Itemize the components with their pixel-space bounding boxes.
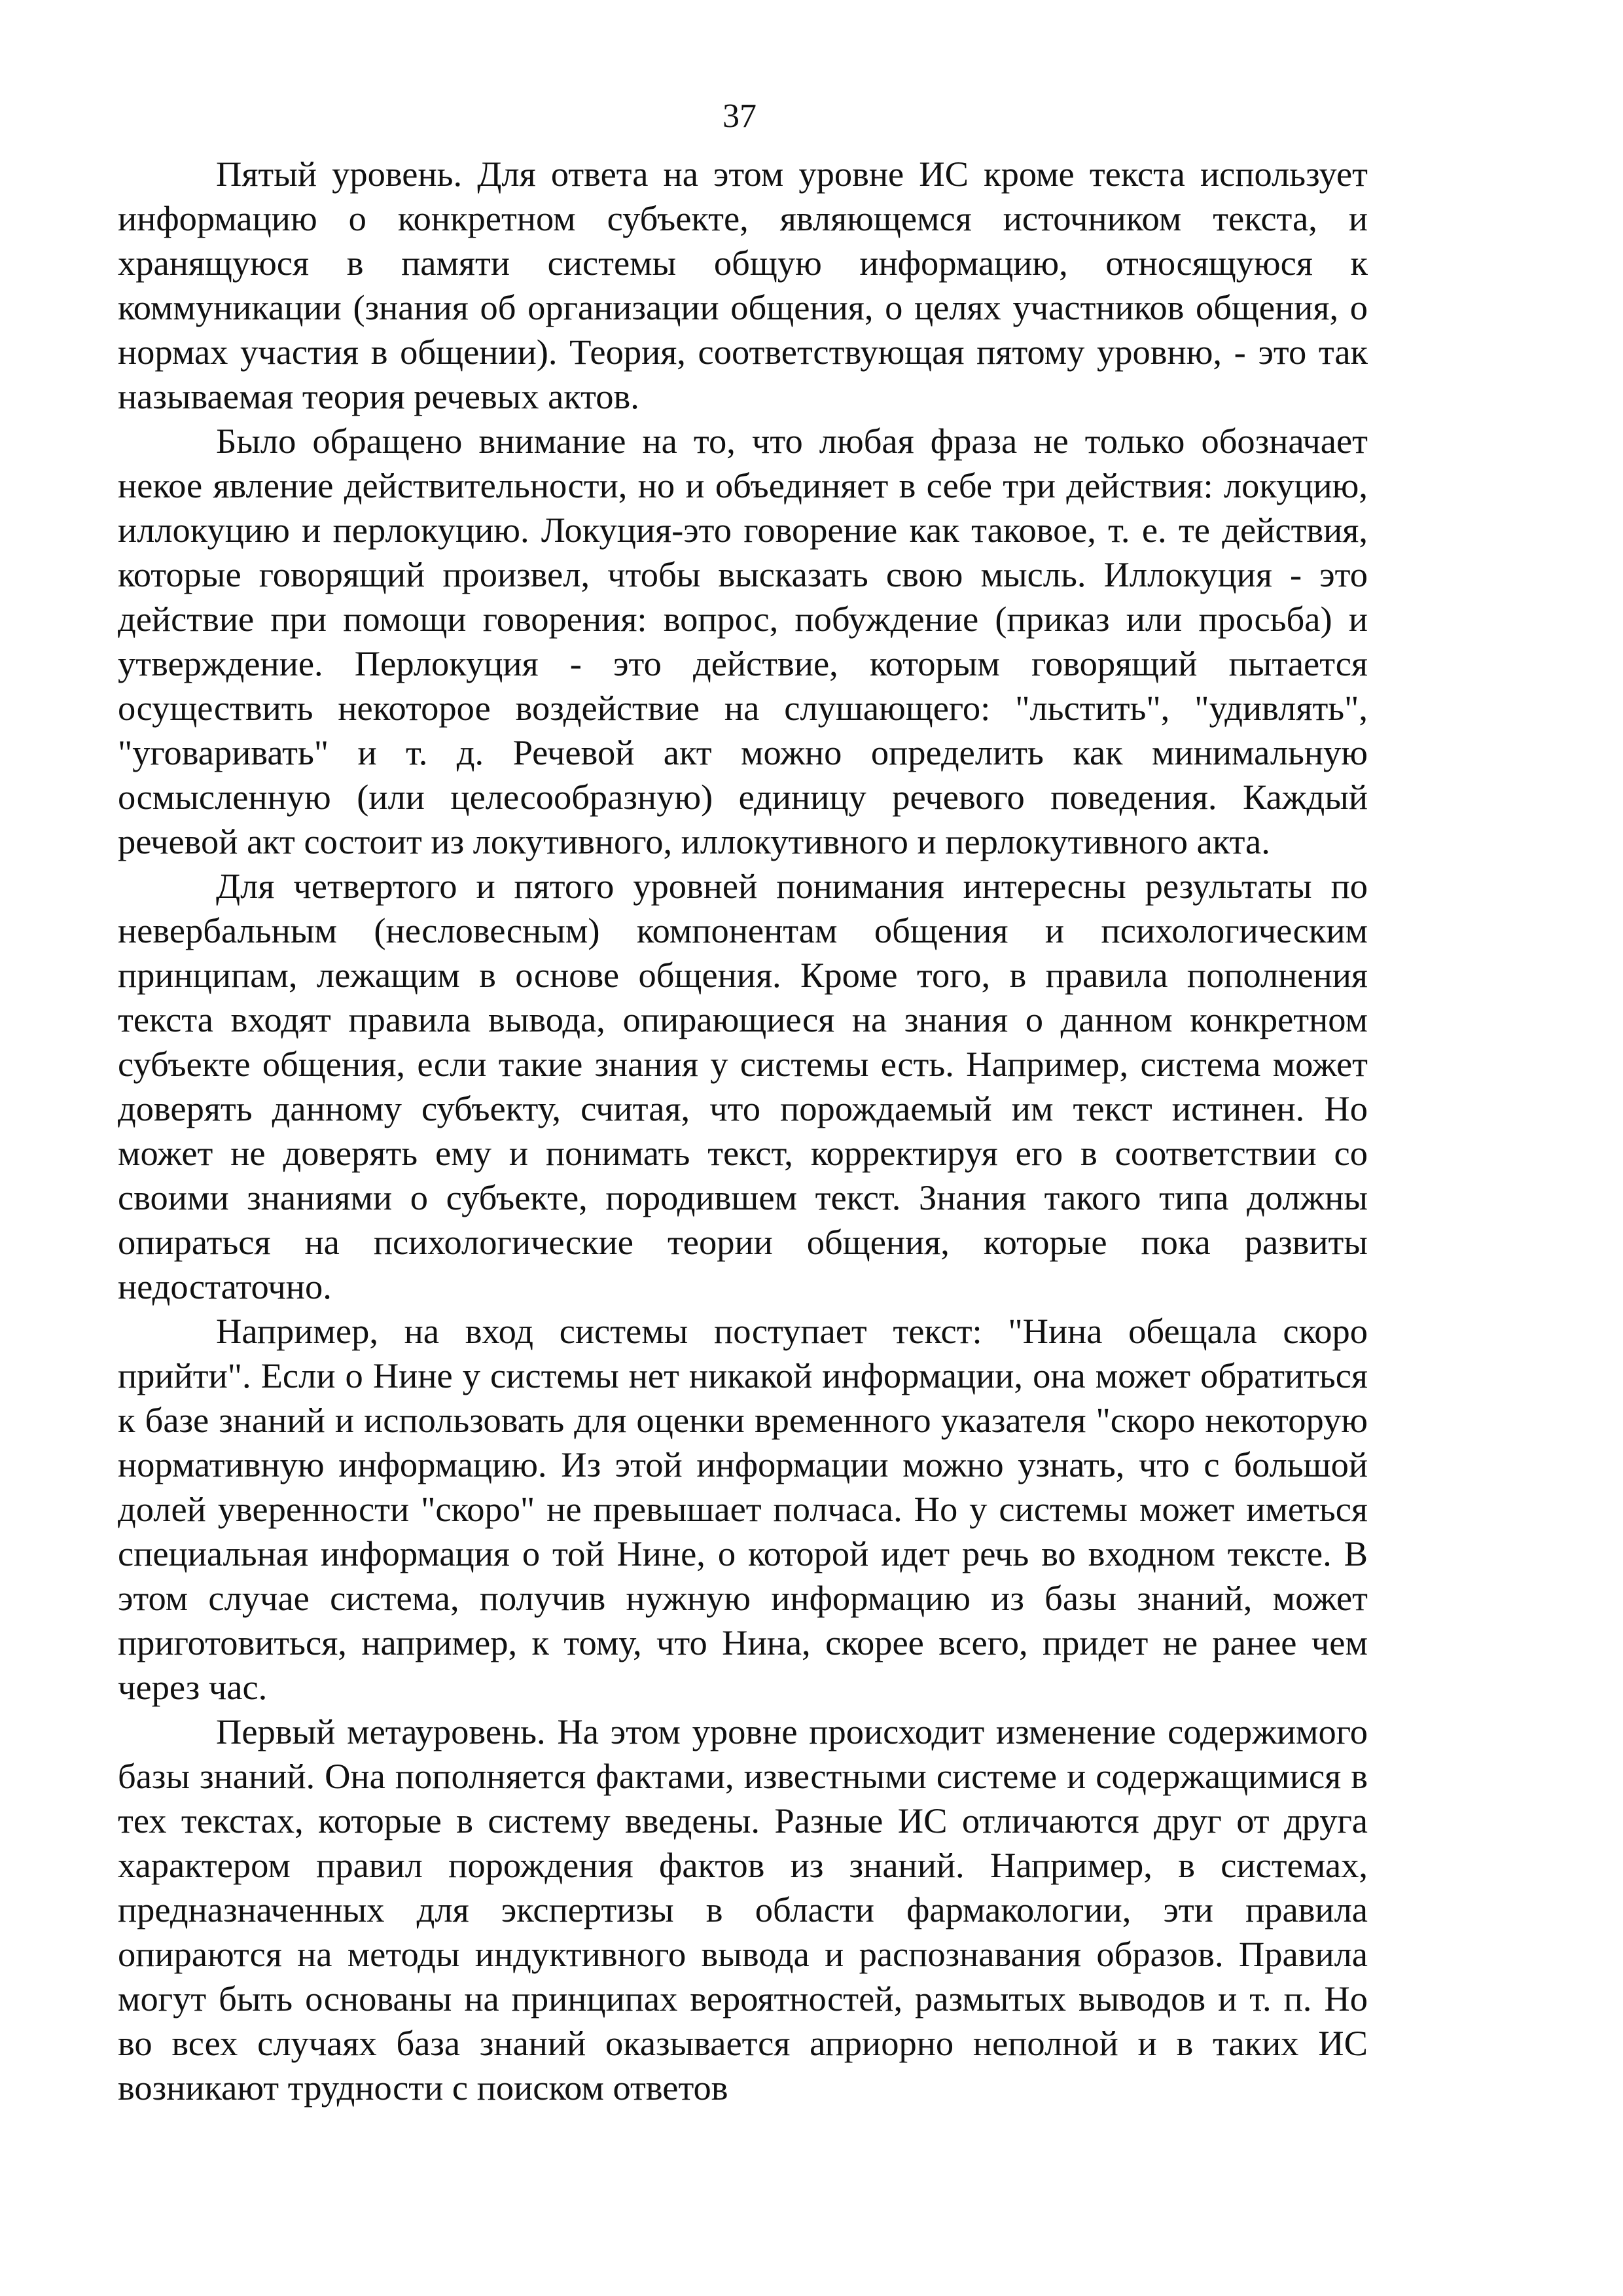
paragraph-nonverbal-components: Для четвертого и пятого уровней понимания интересны результаты по невербальным (несловесным) компонентам общения и психологическим принципам, лежащим в основе общения. Кроме того, в правила пополнения текста входят правила вывода, опирающиеся на знания о данном конкретном субъекте общения, если такие знания у системы есть. Например, система может доверять данному субъекту, считая, что порождаемый им текст истинен. Но может не доверять ему и понимать текст, корректируя его в соответствии со своими знаниями о субъекте, породившем текст. Знания такого типа должны опираться на психологические теории общения, которые пока развиты недостаточно. bbox=[118, 866, 1368, 1306]
paragraph-first-metalevel: Первый метауровень. На этом уровне происходит изменение содержимого базы знаний. Она пополняется фактами, известными системе и содержащимися в тех текстах, которые в систему введены. Разные ИС отличаются друг от друга характером правил порождения фактов из знаний. Например, в системах, предназначенных для экспертизы в области фармакологии, эти правила опираются на методы индуктивного вывода и распознавания образов. Правила могут быть основаны на принципах вероятностей, размытых выводов и т. п. Но во всех случаях база знаний оказывается априорно неполной и в таких ИС возникают трудности с поиском ответов bbox=[118, 1712, 1368, 2108]
paragraph-fifth-level: Пятый уровень. Для ответа на этом уровне ИС кроме текста использует информацию о конкретном субъекте, являющемся источником текста, и хранящуюся в памяти системы общую информацию, относящуюся к коммуникации (знания об организации общения, о целях участников общения, о нормах участия в общении). Теория, соответствующая пятому уровню, - это так называемая теория речевых актов. bbox=[118, 154, 1368, 416]
paragraph-nina-example: Например, на вход системы поступает текст: "Нина обещала скоро прийти". Если о Нине у системы нет никакой информации, она может обратиться к базе знаний и использовать для оценки временного указателя "скоро некоторую нормативную информацию. Из этой информации можно узнать, что с большой долей уверенности "скоро" не превышает полчаса. Но у системы может иметься специальная информация о той Нине, о которой идет речь во входном тексте. В этом случае система, получив нужную информацию из базы знаний, может приготовиться, например, к тому, что Нина, скорее всего, придет не ранее чем через час. bbox=[118, 1311, 1368, 1707]
page-number: 37 bbox=[722, 98, 757, 135]
page-text bbox=[118, 152, 1368, 2110]
paragraph-speech-acts: Было обращено внимание на то, что любая фраза не только обозначает некое явление действительности, но и объединяет в себе три действия: локуцию, иллокуцию и перлокуцию. Локуция-это говорение как таковое, т. е. те действия, которые говорящий произвел, чтобы высказать свою мысль. Иллокуция - это действие при помощи говорения: вопрос, побуждение (приказ или просьба) и утверждение. Перлокуция - это действие, которым говорящий пытается осуществить некоторое воздействие на слушающего: "льстить", "удивлять", "уговаривать" и т. д. Речевой акт можно определить как минимальную осмысленную (или целесообразную) единицу речевого поведения. Каждый речевой акт состоит из локутивного, иллокутивного и перлокутивного акта. bbox=[118, 421, 1368, 861]
